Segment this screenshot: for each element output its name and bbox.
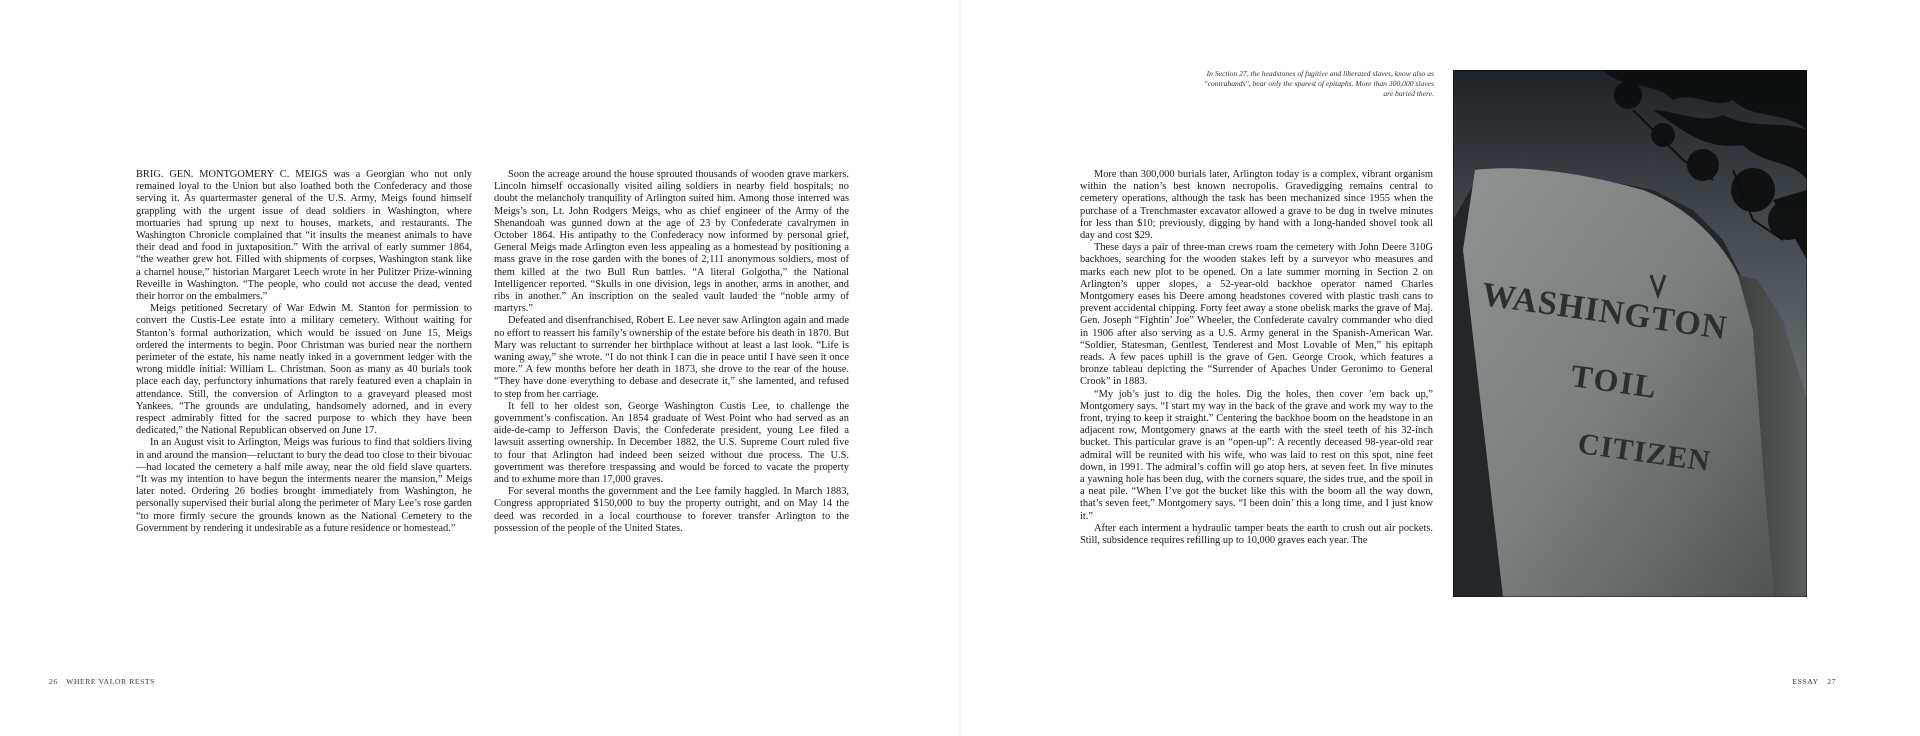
page-number: 27 bbox=[1827, 677, 1836, 686]
headstone-line: CITIZEN bbox=[1575, 426, 1713, 479]
paragraph: These days a pair of three-man crews roam the cemetery with John Deere 310G backhoes, searching for the wooden stakes left by a surveyor who measures and marks each new plot to be opened. On a late summer morning in Section 2 on Arlington’s upper slopes, a 52-year-old backhoe operator named Charles Montgomery eases his Deere among headstones covered with plastic trash cans to prevent accidental chipping. Forty feet away a stone obelisk marks the grave of Maj. Gen. Joseph “Fightin’ Joe” Wheeler, the Confederate cavalry commander who died in 1906 after also serving as a U.S. Army general in the Spanish-American War. “Soldier, Statesman, Gentlest, Tenderest and Most Lovable of Men,” his epitaph reads. A few paces uphill is the grave of Gen. George Crook, which features a bronze tableau depicting the “Surrender of Apaches Under Geronimo to General Crook” in 1883. bbox=[1080, 242, 1433, 388]
headstone-line: TOIL bbox=[1568, 357, 1661, 406]
paragraph: After each interment a hydraulic tamper beats the earth to crush out air pockets. Still, subsidence requires refilling up to 10,000 graves each year. The bbox=[1080, 522, 1433, 547]
running-head: ESSAY bbox=[1792, 677, 1819, 686]
paragraph: It fell to her oldest son, George Washington Custis Lee, to challenge the government’s confiscation. An 1854 graduate of West Point who had served as an aide-de-camp to Jefferson Davis, the Confederate president, young Lee filed a lawsuit asserting ownership. In December 1882, the U.S. Supreme Court ruled five to four that Arlington had indeed been seized without due process. The U.S. government was therefore trespassing and would be forced to vacate the property and to exhume more than 17,000 graves. bbox=[494, 400, 849, 486]
text-column-3 bbox=[1080, 169, 1433, 547]
paragraph: Soon the acreage around the house sprouted thousands of wooden grave markers. Lincoln himself occasionally visited ailing soldiers in nearby field hospitals; no doubt the melancholy tranquility of Arlington suited him. Among those interred was Meigs’s son, Lt. John Rodgers Meigs, who as chief engineer of the Army of the Shenandoah was gunned down at the age of 23 by Confederate cavalrymen in October 1864. His antipathy to the Confederacy now informed by personal grief, General Meigs made Arlington even less appealing as a homestead by positioning a mass grave in the rose garden with the bones of 2,111 anonymous soldiers, most of them killed at the two Bull Run battles. “A literal Golgotha,” the National Intelligencer reported. “Skulls in one division, legs in another, arms in another, and ribs in another.” An inscription on the sealed vault lauded the “noble army of martyrs.” bbox=[494, 169, 849, 315]
paragraph: In an August visit to Arlington, Meigs was furious to find that soldiers living in and around the mansion—reluctant to bury the dead too close to their bivouac—had located the cemetery a half mile away, near the old field slave quarters. “It was my intention to have begun the interments nearer the mansion,” Meigs later noted. Ordering 26 bodies brought immediately from Washington, he personally supervised their burial along the perimeter of Mary Lee’s rose garden “to more firmly secure the grounds known as the National Cemetery to the Government by rendering it undesirable as a future residence or homestead.” bbox=[136, 437, 472, 534]
page-number: 26 bbox=[49, 677, 58, 686]
paragraph: “My job’s just to dig the holes. Dig the holes, then cover ’em back up,” Montgomery says. “I start my way in the back of the grave and work my way to the front, trying to keep it straight.” Centering the backhoe boom on the headstone in an adjacent row, Montgomery gnaws at the earth with the steel teeth of his 32-inch bucket. This particular grave is an “open-up”: A recently deceased 98-year-old rear admiral will be reunited with his wife, who was laid to rest on this spot, nine feet down, in 1991. The admiral’s coffin will go atop hers, at seven feet. In five minutes a yawning hole has been dug, with the corners square, the sides true, and the spoil in a neat pile. “When I’ve got the bucket like this with the boom all the way down, that’s seven feet,” Montgomery says. “I been doin’ this a long time, and I just know it.” bbox=[1080, 388, 1433, 522]
paragraph: For several months the government and the Lee family haggled. In March 1883, Congress appropriated $150,000 to buy the property outright, and on May 14 the deed was recorded in a local courthouse to forever transfer Arlington to the possession of the people of the United States. bbox=[494, 486, 849, 534]
footer-right bbox=[1792, 677, 1836, 686]
text-column-1 bbox=[136, 169, 472, 535]
spread-gutter bbox=[959, 0, 961, 736]
paragraph: More than 300,000 burials later, Arlington today is a complex, vibrant organism within the nation’s best known necropolis. Gravedigging remains central to cemetery operations, although the task has been mechanized since 1955 when the purchase of a Trenchmaster excavator allowed a grave to be dug in twelve minutes for less than $10; previously, digging by hand with a long-handed shovel took all day and cost $29. bbox=[1080, 169, 1433, 242]
paragraph: Meigs petitioned Secretary of War Edwin M. Stanton for permission to convert the Custis-Lee estate into a military cemetery. Without waiting for Stanton’s formal authorization, which would be issued on June 15, Meigs ordered the interments to begin. Poor Christman was buried near the northern perimeter of the estate, his name neatly inked in a government ledger with the wrong middle initial: William L. Christman. Soon as many as 40 burials took place each day, perfunctory inhumations that rarely featured even a chaplain in attendance. Still, the conversion of Arlington to a graveyard pleased most Yankees. “The grounds are undulating, handsomely adorned, and in every respect admirably fitted for the sacred purpose to which they have been dedicated,” the National Republican observed on June 17. bbox=[136, 303, 472, 437]
paragraph: Defeated and disenfranchised, Robert E. Lee never saw Arlington again and made no effort to reassert his family’s ownership of the estate before his death in 1870. But Mary was reluctant to surrender her birthplace without at least a last look. “Life is waning away,” she wrote. “I do not think I can die in peace until I have seen it once more.” A few months before her death in 1873, she drove to the rear of the house. “They have done everything to debase and desecrate it,” she lamented, and refused to step from her carriage. bbox=[494, 315, 849, 400]
headstone-photo bbox=[1453, 70, 1807, 597]
footer-left bbox=[49, 677, 161, 686]
text-column-2 bbox=[494, 169, 849, 535]
running-head: WHERE VALOR RESTS bbox=[66, 677, 155, 686]
photo-caption: In Section 27, the headstones of fugitive and liberated slaves, know also as "contrabands", bear only the sparest of epitaphs. More than 300,000 slaves are buried there. bbox=[1204, 69, 1434, 98]
headstone-line: WASHINGTON bbox=[1479, 276, 1730, 348]
paragraph: BRIG. GEN. MONTGOMERY C. MEIGS was a Georgian who not only remained loyal to the Union but also loathed both the Confederacy and those serving it. As quartermaster general of the U.S. Army, Meigs found himself grappling with the urgent issue of dead soldiers in Washington, where mortuaries had sprung up next to houses, markets, and restaurants. The Washington Chronicle complained that “it insults the meanest animals to have their dead and food in juxtaposition.” With the arrival of early summer 1864, “the weather grew hot. Filled with shipments of corpses, Washington stank like a charnel house,” historian Margaret Leech wrote in her Pulitzer Prize-winning Reveille in Washington. “The people, who could not accuse the dead, vented their horror on the embalmers.” bbox=[136, 169, 472, 303]
